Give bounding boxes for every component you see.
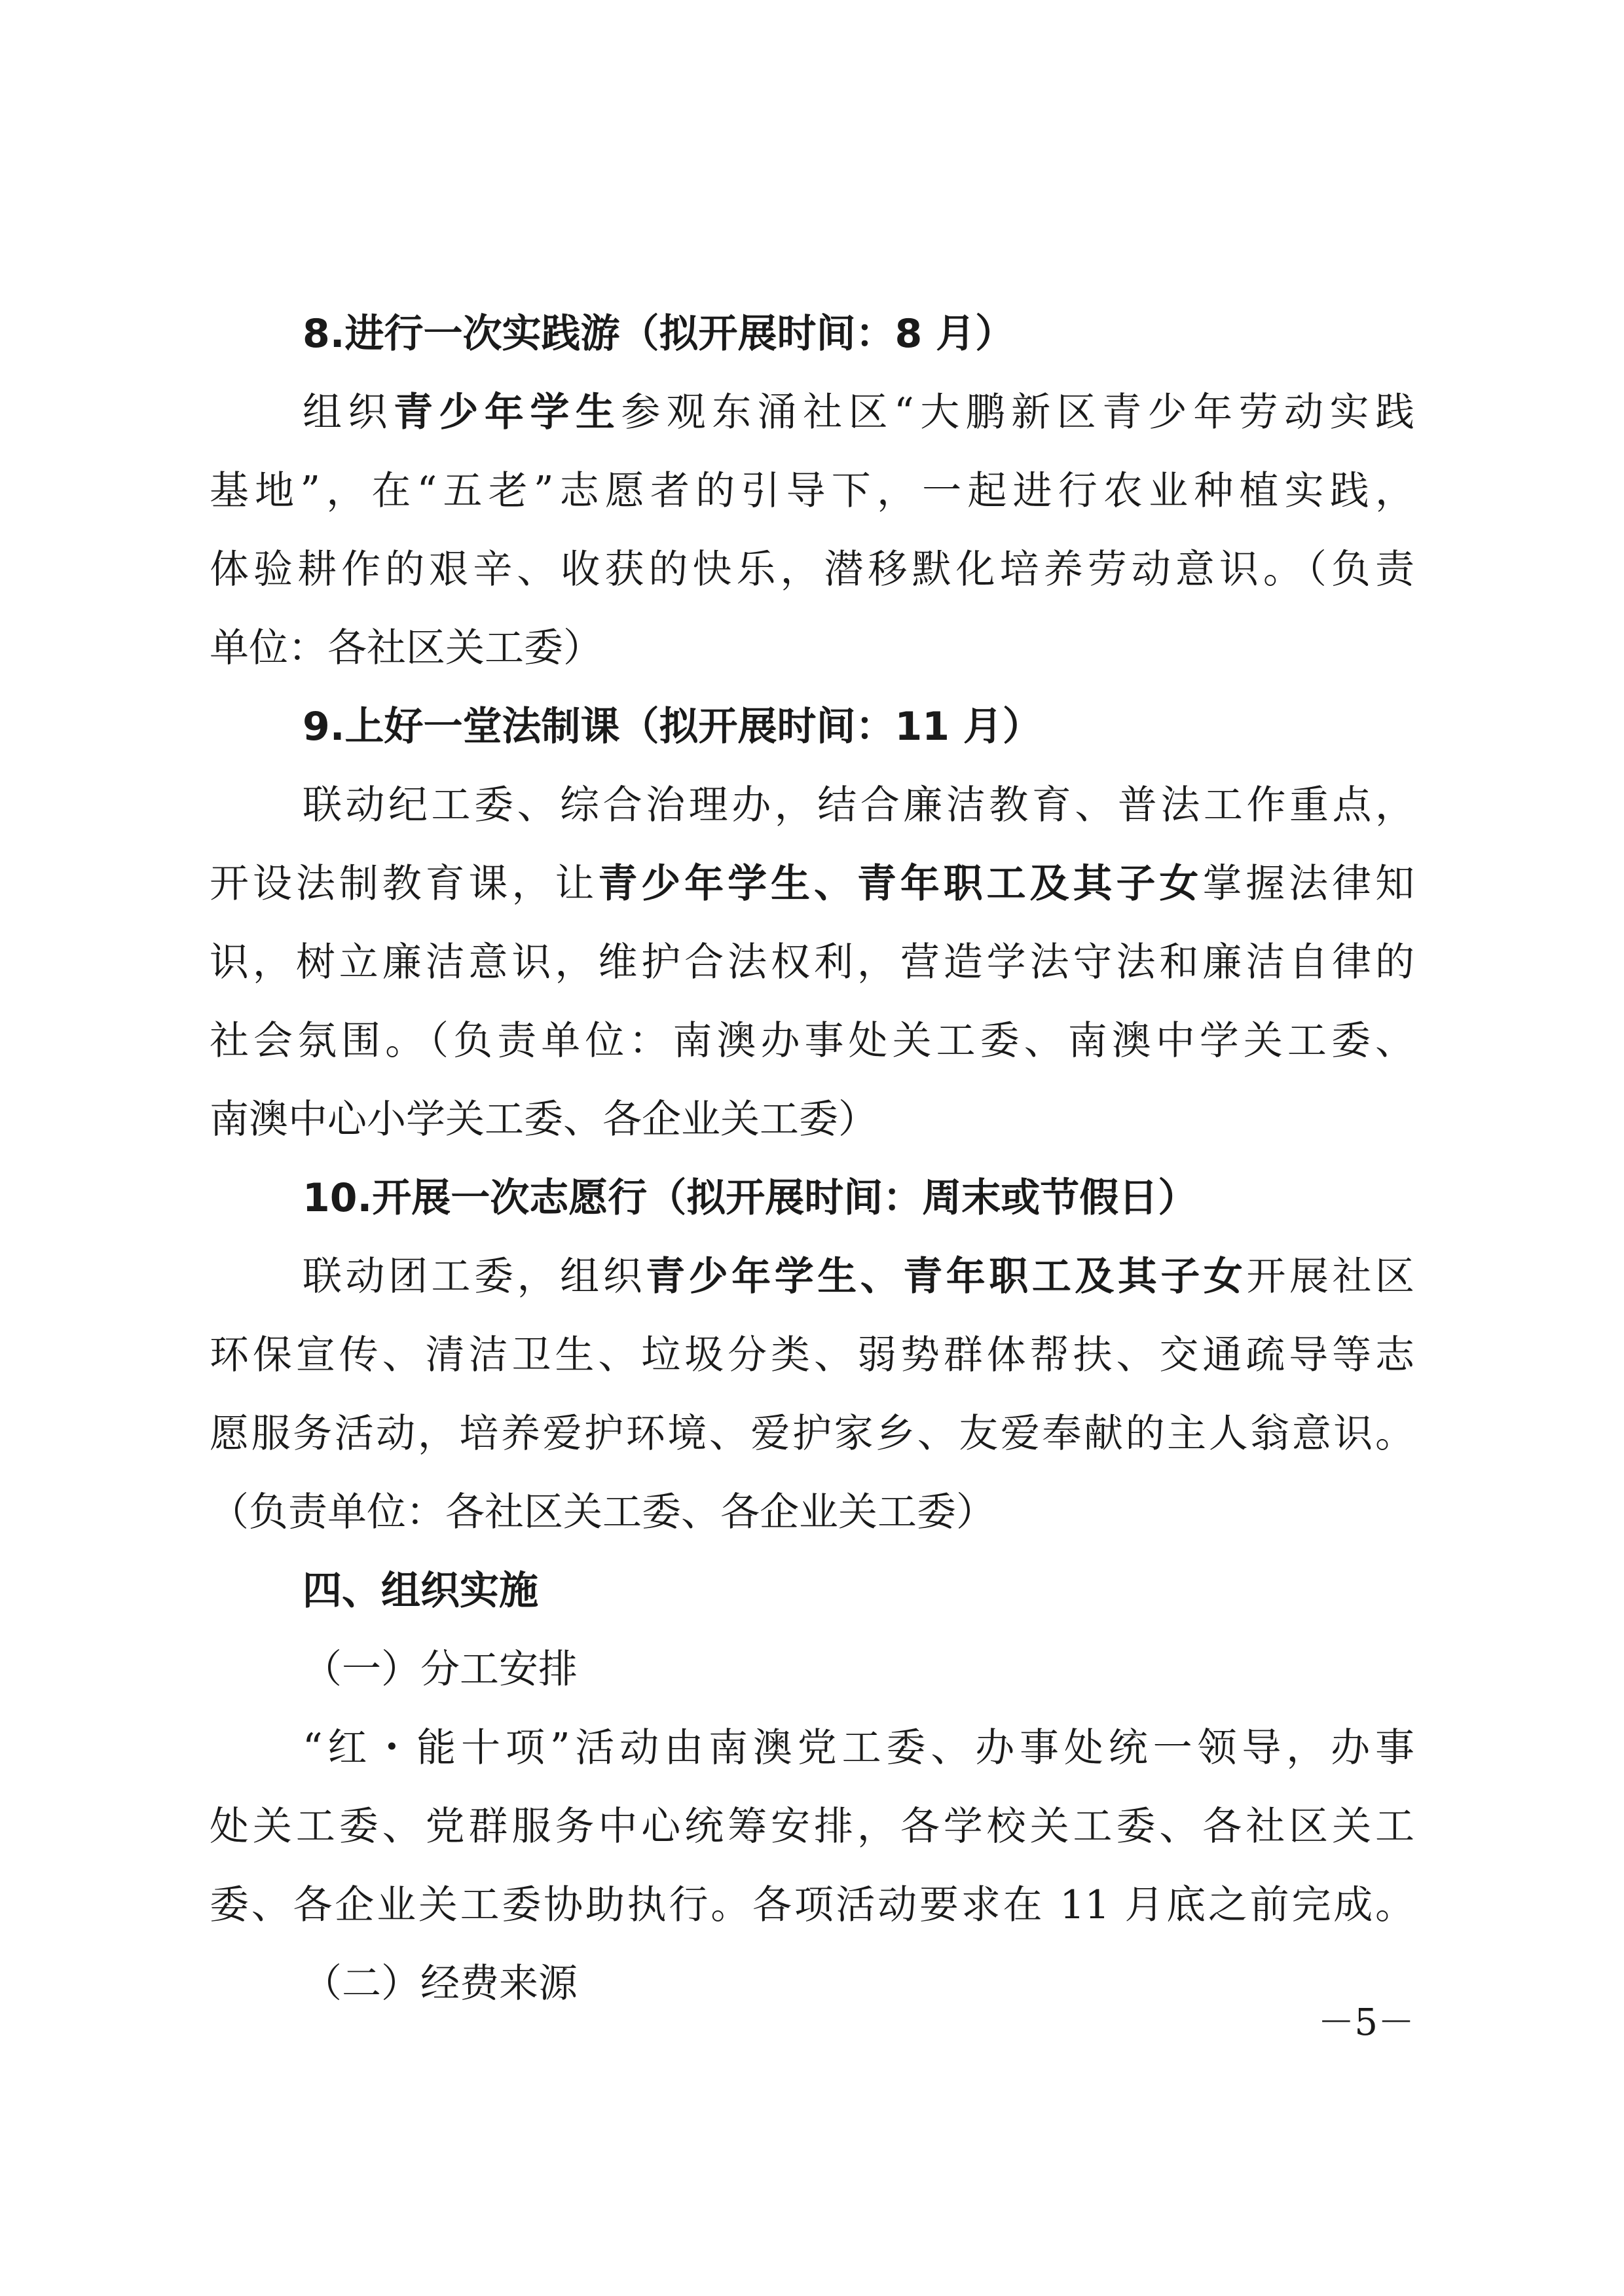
highlight-text: 青少年学生 (393, 390, 621, 435)
section-9-line-2: 开设法制教育课，让青少年学生、青年职工及其子女掌握法律知 (210, 861, 1414, 907)
section-8-line-3: 体验耕作的艰辛、收获的快乐，潜移默化培养劳动意识。（负责 (210, 547, 1414, 592)
section-10-line-4: （负责单位：各社区关工委、各企业关工委） (210, 1489, 995, 1535)
subsection-1-line-3: 委、各企业关工委协助执行。各项活动要求在 11 月底之前完成。 (210, 1882, 1414, 1928)
subsection-1-title: （一）分工安排 (303, 1647, 578, 1692)
section-8-line-4: 单位：各社区关工委） (210, 625, 602, 671)
section-10-line-1: 联动团工委，组织青少年学生、青年职工及其子女开展社区 (303, 1254, 1414, 1300)
highlight-text: 青少年学生、青年职工及其子女 (598, 861, 1203, 907)
section-9-line-5: 南澳中心小学关工委、各企业关工委） (210, 1097, 877, 1142)
highlight-text: 青少年学生、青年职工及其子女 (646, 1254, 1247, 1300)
section-8-title: 8.进行一次实践游（拟开展时间：8 月） (303, 311, 1015, 357)
section-10-line-2: 环保宣传、清洁卫生、垃圾分类、弱势群体帮扶、交通疏导等志 (210, 1332, 1414, 1378)
section-8-line-2: 基地”，在“五老”志愿者的引导下，一起进行农业种植实践， (210, 468, 1414, 514)
section-9-title: 9.上好一堂法制课（拟开展时间：11 月） (303, 704, 1042, 750)
subsection-1-line-1: “红・能十项”活动由南澳党工委、办事处统一领导，办事 (303, 1725, 1414, 1771)
subsection-2-title: （二）经费来源 (303, 1961, 578, 2007)
section-heading-4: 四、组织实施 (303, 1568, 538, 1614)
section-9-line-4: 社会氛围。（负责单位：南澳办事处关工委、南澳中学关工委、 (210, 1018, 1414, 1064)
section-9-line-3: 识，树立廉洁意识，维护合法权利，营造学法守法和廉洁自律的 (210, 939, 1414, 985)
page-number: －5－ (1318, 2001, 1414, 2044)
section-8-line-1: 组织青少年学生参观东涌社区“大鹏新区青少年劳动实践 (303, 390, 1414, 435)
subsection-1-line-2: 处关工委、党群服务中心统筹安排，各学校关工委、各社区关工 (210, 1804, 1414, 1850)
section-9-line-1: 联动纪工委、综合治理办，结合廉洁教育、普法工作重点， (303, 782, 1414, 828)
section-10-title: 10.开展一次志愿行（拟开展时间：周末或节假日） (303, 1175, 1198, 1221)
section-10-line-3: 愿服务活动，培养爱护环境、爱护家乡、友爱奉献的主人翁意识。 (210, 1411, 1414, 1457)
